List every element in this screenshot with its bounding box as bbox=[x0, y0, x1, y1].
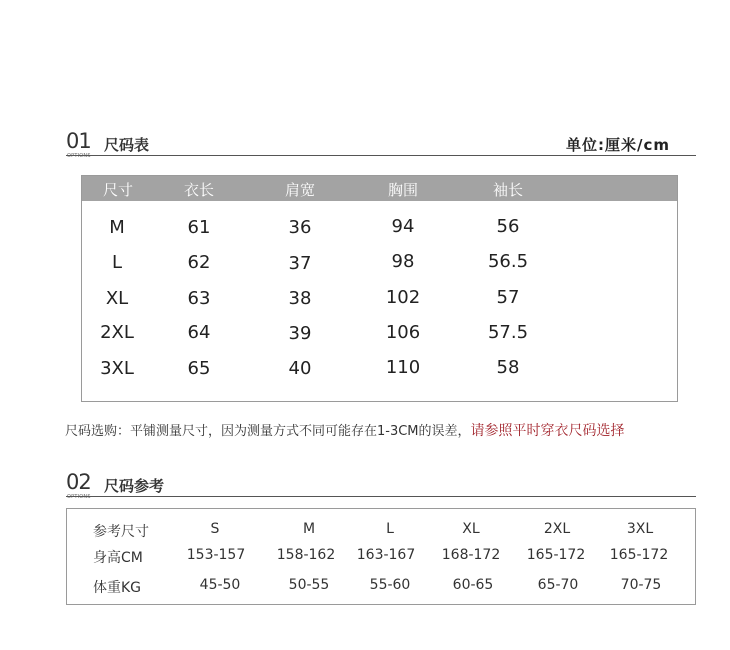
size-table bbox=[81, 175, 678, 402]
weight-cell: 65-70 bbox=[537, 577, 579, 593]
height-cell: 163-167 bbox=[356, 547, 416, 563]
note-text: 尺码选购：平铺测量尺寸，因为测量方式不同可能存在1-3CM的误差， bbox=[65, 424, 471, 439]
table-cell: 56 bbox=[496, 216, 520, 237]
table-cell: 58 bbox=[496, 357, 520, 378]
table-cell: 37 bbox=[288, 253, 312, 274]
weight-label: 体重KG bbox=[93, 580, 142, 596]
table-cell: 98 bbox=[391, 251, 415, 272]
header-cell: 尺寸 bbox=[102, 181, 134, 199]
table-cell: 40 bbox=[288, 358, 312, 379]
table-cell: 62 bbox=[187, 252, 211, 273]
header-cell: 肩宽 bbox=[284, 181, 316, 199]
table-cell: 3XL bbox=[100, 358, 134, 379]
reference-header-label: 参考尺寸 bbox=[93, 524, 149, 540]
table-cell: 106 bbox=[385, 322, 421, 343]
height-cell: 158-162 bbox=[276, 547, 336, 563]
table-cell: XL bbox=[105, 288, 129, 309]
table-cell: L bbox=[111, 252, 123, 273]
section-divider bbox=[66, 496, 696, 497]
section-options-label: OPTIONS bbox=[67, 494, 91, 500]
section-header-size-reference bbox=[66, 472, 696, 498]
table-cell: 36 bbox=[288, 217, 312, 238]
table-cell: 56.5 bbox=[487, 251, 529, 272]
size-cell: L bbox=[386, 521, 394, 537]
weight-cell: 45-50 bbox=[199, 577, 241, 593]
size-cell: 3XL bbox=[626, 521, 654, 537]
size-cell: XL bbox=[462, 521, 480, 537]
height-cell: 165-172 bbox=[526, 547, 586, 563]
table-cell: 94 bbox=[391, 216, 415, 237]
weight-cell: 50-55 bbox=[288, 577, 330, 593]
weight-cell: 70-75 bbox=[620, 577, 662, 593]
table-cell: 38 bbox=[288, 288, 312, 309]
table-cell: 61 bbox=[187, 217, 211, 238]
header-cell: 袖长 bbox=[492, 181, 524, 199]
measurement-note bbox=[65, 420, 625, 440]
table-cell: 64 bbox=[187, 322, 211, 343]
weight-cell: 55-60 bbox=[369, 577, 411, 593]
table-cell: 110 bbox=[385, 357, 421, 378]
section-number: 01 bbox=[66, 129, 91, 153]
section-options-label: OPTIONS bbox=[67, 153, 91, 159]
size-cell: M bbox=[302, 521, 316, 537]
table-cell: 63 bbox=[187, 288, 211, 309]
header-cell: 衣长 bbox=[183, 181, 215, 199]
table-cell: 39 bbox=[288, 323, 312, 344]
header-cell: 胸围 bbox=[387, 181, 419, 199]
size-cell: 2XL bbox=[543, 521, 571, 537]
height-label: 身高CM bbox=[93, 550, 143, 566]
section-title: 尺码表 bbox=[104, 136, 150, 154]
table-cell: 102 bbox=[385, 287, 421, 308]
note-highlight: 请参照平时穿衣尺码选择 bbox=[470, 423, 625, 439]
table-cell: 65 bbox=[187, 358, 211, 379]
table-cell: 57.5 bbox=[487, 322, 529, 343]
height-cell: 165-172 bbox=[609, 547, 669, 563]
size-cell: S bbox=[210, 521, 220, 537]
table-cell: 57 bbox=[496, 287, 520, 308]
section-header-size-chart bbox=[66, 131, 696, 157]
height-cell: 168-172 bbox=[441, 547, 501, 563]
table-cell: M bbox=[109, 217, 125, 238]
unit-label: 单位:厘米/cm bbox=[566, 136, 670, 154]
size-table-header bbox=[82, 176, 677, 201]
section-number: 02 bbox=[66, 470, 91, 494]
section-title: 尺码参考 bbox=[104, 477, 165, 495]
section-divider bbox=[66, 155, 696, 156]
size-reference-table bbox=[66, 508, 696, 605]
height-cell: 153-157 bbox=[186, 547, 246, 563]
weight-cell: 60-65 bbox=[452, 577, 494, 593]
table-cell: 2XL bbox=[100, 322, 134, 343]
